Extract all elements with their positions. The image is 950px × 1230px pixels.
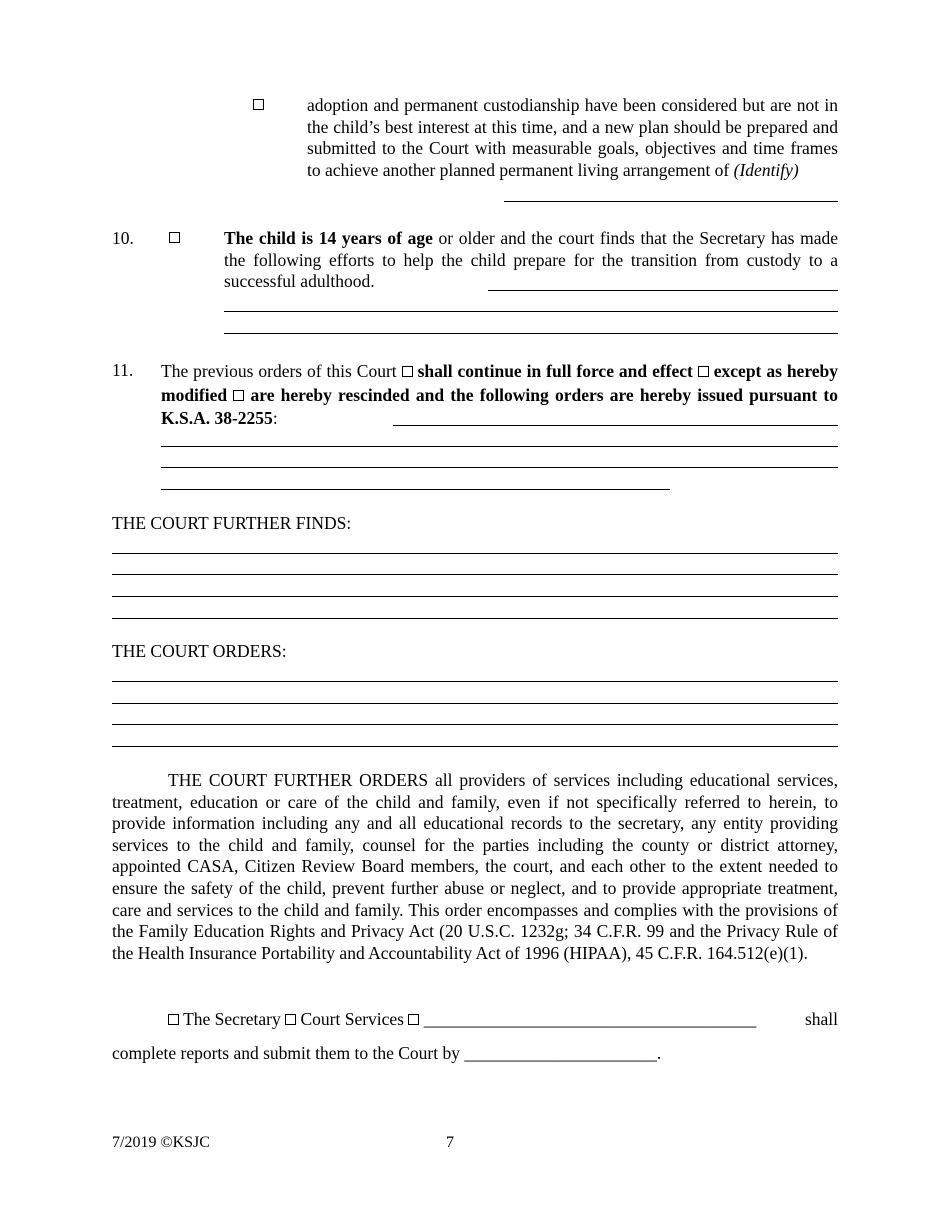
item10-text [224, 228, 838, 293]
reports-opt-court-services: Court Services [300, 1009, 404, 1029]
blank-line-item10-1[interactable] [488, 290, 838, 291]
blank-line-item11-4[interactable] [161, 489, 670, 490]
reports-line-2 [112, 1043, 661, 1064]
item9-option-text [307, 95, 838, 181]
item10-bold-lead: The child is 14 years of age [224, 228, 433, 248]
checkbox-continue[interactable] [402, 366, 413, 377]
checkbox-other[interactable] [408, 1014, 419, 1025]
item11-text [161, 360, 838, 431]
reports-shall: shall [804, 1009, 838, 1029]
blank-line-finds-4[interactable] [112, 618, 838, 619]
checkbox-item9-option[interactable] [253, 99, 264, 110]
item10-body: or older and the court finds that the Secretary has made the following efforts to help the child prepare for the transition from custody to a successful adulthood. [224, 228, 839, 292]
blank-line-item11-2[interactable] [161, 446, 838, 447]
further-orders-paragraph: THE COURT FURTHER ORDERS all providers of services including educational services, treatment, education or care of the child and family, even if not specifically referred to herein, to provide information including any and all educational records to the secretary, any entity providing services to the child and family, counsel for the parties including the county or district attorney, appointed CASA, Citizen Review Board members, the court, and each other to the extent needed to ensure the safety of the child, prevent further abuse or neglect, and to provide appropriate treatment, care and services to the child and family. This order encompasses and complies with the provisions of the Family Education Rights and Privacy Act (20 U.S.C. 1232g; 34 C.F.R. 99 and the Privacy Rule of the Health Insurance Portability and Accountability Act of 1996 (HIPAA), 45 C.F.R. 164.512(e)(1). [112, 770, 838, 963]
item11-colon: : [272, 408, 278, 428]
blank-line-orders-1[interactable] [112, 681, 838, 682]
blank-line-item10-2[interactable] [224, 311, 838, 312]
blank-line-finds-3[interactable] [112, 596, 838, 597]
reports-line-1 [168, 1009, 838, 1030]
reports-opt-secretary: The Secretary [183, 1009, 281, 1029]
item11-opt-continue: shall continue in full force and effect [417, 361, 693, 381]
checkbox-rescinded[interactable] [233, 390, 244, 401]
identify-label: (Identify) [733, 159, 799, 180]
blank-line-orders-3[interactable] [112, 724, 838, 725]
blank-line-orders-4[interactable] [112, 746, 838, 747]
item11-number: 11. [112, 360, 134, 380]
footer-left: 7/2019 ©KSJC [112, 1134, 210, 1151]
item11-lead: The previous orders of this Court [161, 361, 397, 381]
blank-line-identify[interactable] [504, 201, 838, 202]
blank-line-item11-1[interactable] [393, 425, 838, 426]
blank-line-finds-2[interactable] [112, 574, 838, 575]
item11-opt-rescinded: are hereby rescinded and the following orders are hereby issued pursuant to K.S.A. 38-2255 [161, 384, 839, 428]
reports-period: . [656, 1043, 662, 1063]
blank-line-item10-3[interactable] [224, 333, 838, 334]
checkbox-secretary[interactable] [168, 1014, 179, 1025]
item10-number: 10. [112, 228, 134, 248]
checkbox-item10[interactable] [169, 232, 180, 243]
blank-line-item11-3[interactable] [161, 467, 838, 468]
checkbox-court-services[interactable] [285, 1014, 296, 1025]
item9-option-body: adoption and permanent custodianship have been considered but are not in the child’s best interest at this time, and a new plan should be prepared and submitted to the Court with measurable goals, objectives and time frames to achieve another planned permanent living arrangement of [307, 95, 838, 180]
item11-opt-modified: except as hereby modified [161, 361, 839, 405]
orders-heading: THE COURT ORDERS: [112, 641, 287, 661]
page-number: 7 [446, 1134, 454, 1151]
reports-line2-text: complete reports and submit them to the Court by [112, 1043, 460, 1063]
checkbox-modified[interactable] [698, 366, 709, 377]
reports-blank-other[interactable]: ______________________________________ [423, 1009, 757, 1029]
blank-line-finds-1[interactable] [112, 553, 838, 554]
blank-line-orders-2[interactable] [112, 703, 838, 704]
further-finds-heading: THE COURT FURTHER FINDS: [112, 513, 352, 533]
reports-blank-date[interactable]: ______________________ [464, 1043, 657, 1063]
reports-options [168, 1009, 756, 1030]
